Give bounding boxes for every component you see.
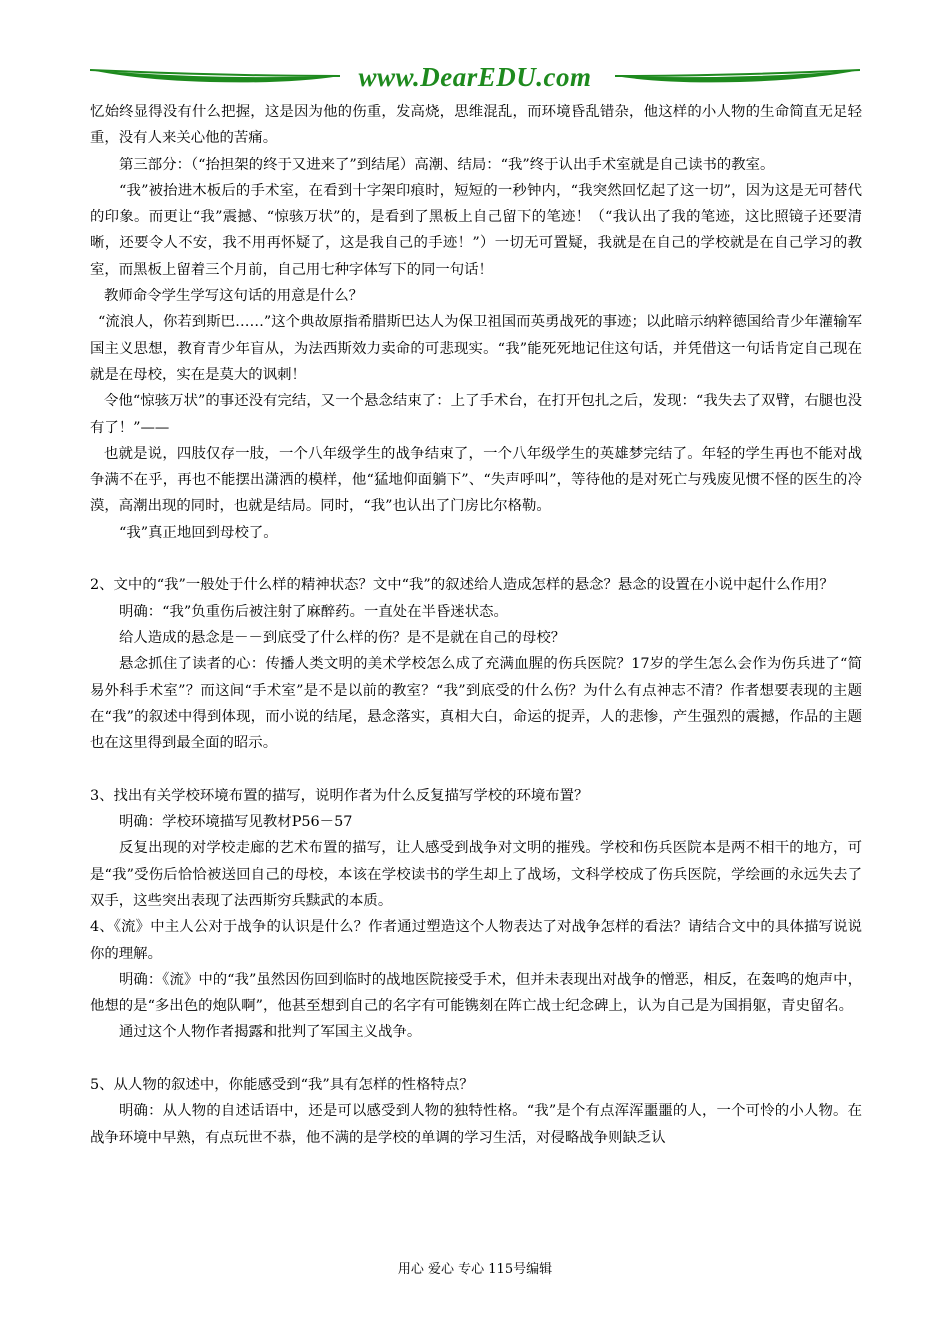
paragraph: 反复出现的对学校走廊的艺术布置的描写，让人感受到战争对文明的摧残。学校和伤兵医院本是两不相干的地方，可是“我”受伤后恰恰被送回自己的母校，本该在学校读书的学生却上了战场，文科学校成了伤兵医院，学绘画的永远失去了双手，这些突出表现了法西斯穷兵黩武的本质。 — [90, 840, 862, 909]
question-5: 5、从人物的叙述中，你能感受到“我”具有怎样的性格特点？ — [90, 1076, 474, 1093]
paragraph: 悬念抓住了读者的心：传播人类文明的美术学校怎么成了充满血腥的伤兵医院？17岁的学生怎么会作为伤兵进了“简易外科手术室”？而这间“手术室”是不是以前的教室？“我”到底受的什么伤？为什么有点神志不清？作者想要表现的主题在“我”的叙述中得到体现，而小说的结尾，悬念落实，真相大白，命运的捉弄，人的悲惨，产生强烈的震撼，作品的主题也在这里得到最全面的昭示。 — [90, 656, 862, 752]
site-header — [90, 60, 860, 96]
paragraph: 第三部分：（“抬担架的终于又进来了”到结尾）高潮、结局：“我”终于认出手术室就是自己读书的教室。 — [119, 156, 775, 173]
spacer — [90, 756, 862, 782]
paragraph: 明确：学校环境描写见教材P56－57 — [119, 814, 353, 831]
paragraph: “流浪人，你若到斯巴……”这个典故原指希腊斯巴达人为保卫祖国而英勇战死的事迹；以此暗示纳粹德国给青少年灌输军国主义思想，教育青少年盲从，为法西斯效力卖命的可悲现实。“我”能死死地记住这句话，并凭借这一句话肯定自己现在就是在母校，实在是莫大的讽刺！ — [90, 314, 862, 383]
site-name[interactable]: www.DearEDU.com — [358, 62, 592, 92]
paragraph: “我”真正地回到母校了。 — [119, 524, 278, 541]
paragraph: 明确：《流》中的“我”虽然因伤回到临时的战地医院接受手术，但并未表现出对战争的憎恶，相反，在轰鸣的炮声中，他想的是“多出色的炮队啊”，他甚至想到自己的名字有可能镌刻在阵亡战士纪念碑上，认为自己是为国捐躯，青史留名。 — [90, 971, 862, 1015]
paragraph: 忆始终显得没有什么把握，这是因为他的伤重，发高烧，思维混乱，而环境昏乱错杂，他这样的小人物的生命简直无足轻重，没有人来关心他的苦痛。 — [90, 104, 862, 147]
spacer — [90, 546, 862, 572]
question-4: 4、《流》中主人公对于战争的认识是什么？作者通过塑造这个人物表达了对战争怎样的看法？请结合文中的具体描写说说你的理解。 — [90, 919, 862, 962]
spacer — [90, 1046, 862, 1072]
paragraph: 教师命令学生学写这句话的用意是什么？ — [104, 288, 364, 305]
paragraph: 令他“惊骇万状”的事还没有完结，又一个悬念结束了：上了手术台，在打开包扎之后，发现：“我失去了双臂，右腿也没有了！”—— — [90, 393, 862, 436]
paragraph: 通过这个人物作者揭露和批判了军国主义战争。 — [119, 1024, 422, 1041]
paragraph: 也就是说，四肢仅存一肢，一个八年级学生的战争结束了，一个八年级学生的英雄梦完结了。年轻的学生再也不能对战争满不在乎，再也不能摆出潇洒的模样，他“猛地仰面躺下”、“失声呼叫”，等待他的是对死亡与残废见惯不怪的医生的冷漠，高潮出现的同时，也就是结局。同时，“我”也认出了门房比尔格勒。 — [90, 445, 862, 515]
document-body — [90, 99, 862, 1151]
page-footer: 用心 爱心 专心 115号编辑 — [397, 1262, 553, 1277]
paragraph: “我”被抬进木板后的手术室，在看到十字架印痕时，短短的一秒钟内，“我突然回忆起了这一切”，因为这是无可替代的印象。而更让“我”震撼、“惊骇万状”的，是看到了黑板上自己留下的笔迹！（“我认出了我的笔迹，这比照镜子还要清晰，还要令人不安，我不用再怀疑了，这是我自己的手迹！”）一切无可置疑，我就是在自己的学校就是在自己学习的教室，而黑板上留着三个月前，自己用七种字体写下的同一句话！ — [90, 182, 862, 278]
question-2: 2、文中的“我”一般处于什么样的精神状态？文中“我”的叙述给人造成怎样的悬念？悬念的设置在小说中起什么作用？ — [90, 577, 834, 594]
question-3: 3、找出有关学校环境布置的描写，说明作者为什么反复描写学校的环境布置？ — [90, 787, 589, 804]
paragraph: 明确：“我”负重伤后被注射了麻醉药。一直处在半昏迷状态。 — [119, 603, 508, 620]
paragraph: 给人造成的悬念是－－到底受了什么样的伤？是不是就在自己的母校？ — [119, 629, 566, 646]
paragraph: 明确：从人物的自述话语中，还是可以感受到人物的独特性格。“我”是个有点浑浑噩噩的人，一个可怜的小人物。在战争环境中早熟，有点玩世不恭，他不满的是学校的单调的学习生活，对侵略战争则缺乏认 — [90, 1103, 862, 1146]
